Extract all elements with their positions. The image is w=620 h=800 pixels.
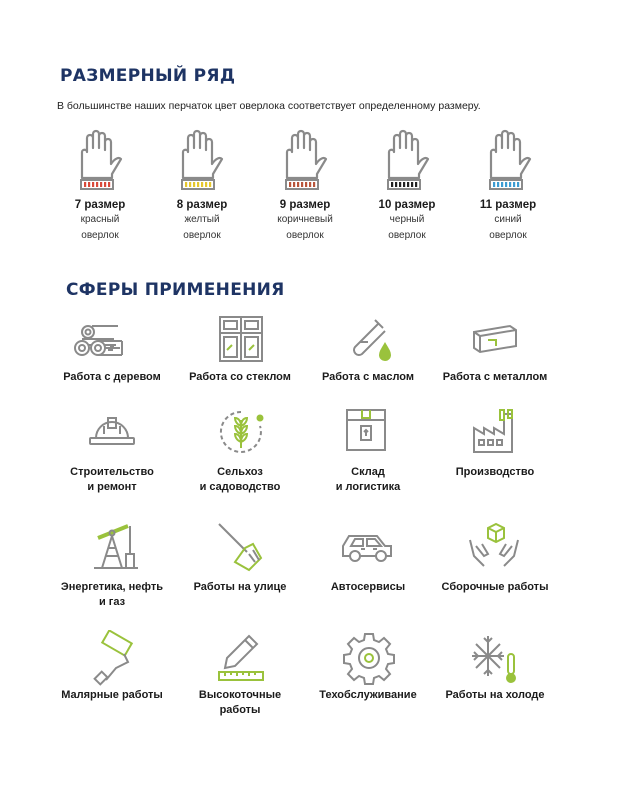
overlock-word: оверлок bbox=[81, 230, 119, 241]
label-line: Высокоточные bbox=[198, 689, 282, 701]
pencil-ruler-icon bbox=[213, 630, 269, 686]
overlock-color: красный bbox=[80, 214, 120, 225]
label-line: Работа со стеклом bbox=[189, 371, 291, 383]
factory-icon bbox=[466, 404, 522, 460]
label-line: Работы на улице bbox=[193, 581, 287, 593]
applications-section-title: СФЕРЫ ПРИМЕНЕНИЯ bbox=[66, 280, 285, 300]
snowflake-thermometer-icon bbox=[466, 630, 522, 686]
wheat-icon bbox=[213, 404, 269, 460]
application-label-maintenance bbox=[298, 688, 438, 703]
gear-icon bbox=[341, 630, 397, 686]
label-line: Сборочные работы bbox=[441, 581, 549, 593]
application-label-precision bbox=[170, 688, 310, 718]
glove-size-7-icon bbox=[70, 128, 130, 196]
overlock-word: оверлок bbox=[388, 230, 426, 241]
overlock-color: черный bbox=[389, 214, 425, 225]
application-label-agriculture bbox=[170, 465, 310, 495]
application-label-oil bbox=[298, 370, 438, 385]
application-label-painting bbox=[42, 688, 182, 703]
application-label-warehouse bbox=[298, 465, 438, 495]
size-11-label bbox=[458, 199, 558, 243]
label-line: Энергетика, нефть bbox=[60, 581, 164, 593]
application-label-glass bbox=[170, 370, 310, 385]
label-line: Производство bbox=[455, 466, 535, 478]
application-label-construction bbox=[42, 465, 182, 495]
application-label-outdoor bbox=[170, 580, 310, 595]
application-label-wood bbox=[42, 370, 182, 385]
label-line: Техобслуживание bbox=[319, 689, 417, 701]
paint-roller-icon bbox=[86, 630, 142, 686]
car-icon bbox=[339, 518, 395, 574]
glove-size-10-icon bbox=[377, 128, 437, 196]
label-line: Работа с деревом bbox=[63, 371, 161, 383]
box-icon bbox=[339, 404, 395, 460]
application-label-metal bbox=[425, 370, 565, 385]
metal-beam-icon bbox=[466, 312, 522, 368]
size-name: 9 размер bbox=[279, 199, 331, 211]
hard-hat-icon bbox=[84, 404, 140, 460]
label-line: и садоводство bbox=[199, 481, 281, 493]
overlock-word: оверлок bbox=[489, 230, 527, 241]
application-label-energy bbox=[42, 580, 182, 610]
size-10-label bbox=[357, 199, 457, 243]
overlock-color: коричневый bbox=[277, 214, 333, 225]
label-line: Работа с металлом bbox=[442, 371, 548, 383]
glove-size-9-icon bbox=[275, 128, 335, 196]
label-line: работы bbox=[219, 704, 261, 716]
label-line: Строительство bbox=[70, 466, 154, 478]
glass-window-icon bbox=[213, 312, 269, 368]
size-7-label bbox=[50, 199, 150, 243]
glove-size-11-icon bbox=[479, 128, 539, 196]
label-line: Малярные работы bbox=[61, 689, 163, 701]
oil-pump-icon bbox=[88, 518, 144, 574]
application-label-cold bbox=[425, 688, 565, 703]
overlock-word: оверлок bbox=[286, 230, 324, 241]
size-section-title: РАЗМЕРНЫЙ РЯД bbox=[60, 66, 236, 86]
label-line: Работы на холоде bbox=[445, 689, 545, 701]
size-name: 8 размер bbox=[176, 199, 228, 211]
size-9-label bbox=[255, 199, 355, 243]
oil-test-tube-icon bbox=[341, 312, 397, 368]
label-line: и логистика bbox=[335, 481, 401, 493]
overlock-color: синий bbox=[494, 214, 522, 225]
broom-icon bbox=[213, 518, 269, 574]
label-line: Склад bbox=[351, 466, 385, 478]
size-8-label bbox=[152, 199, 252, 243]
label-line: Работа с маслом bbox=[321, 371, 415, 383]
label-line: и газ bbox=[98, 596, 126, 608]
hands-box-icon bbox=[466, 518, 522, 574]
glove-size-8-icon bbox=[171, 128, 231, 196]
application-label-autoservice bbox=[298, 580, 438, 595]
size-name: 11 размер bbox=[479, 199, 537, 211]
size-name: 7 размер bbox=[74, 199, 126, 211]
overlock-color: желтый bbox=[184, 214, 220, 225]
application-label-assembly bbox=[425, 580, 565, 595]
label-line: Сельхоз bbox=[217, 466, 263, 478]
wood-logs-icon bbox=[70, 312, 126, 368]
label-line: и ремонт bbox=[87, 481, 137, 493]
overlock-word: оверлок bbox=[183, 230, 221, 241]
size-section-intro: В большинстве наших перчаток цвет оверлока соответствует определенному размеру. bbox=[57, 100, 481, 112]
label-line: Автосервисы bbox=[330, 581, 406, 593]
size-name: 10 размер bbox=[378, 199, 436, 211]
application-label-production bbox=[425, 465, 565, 480]
